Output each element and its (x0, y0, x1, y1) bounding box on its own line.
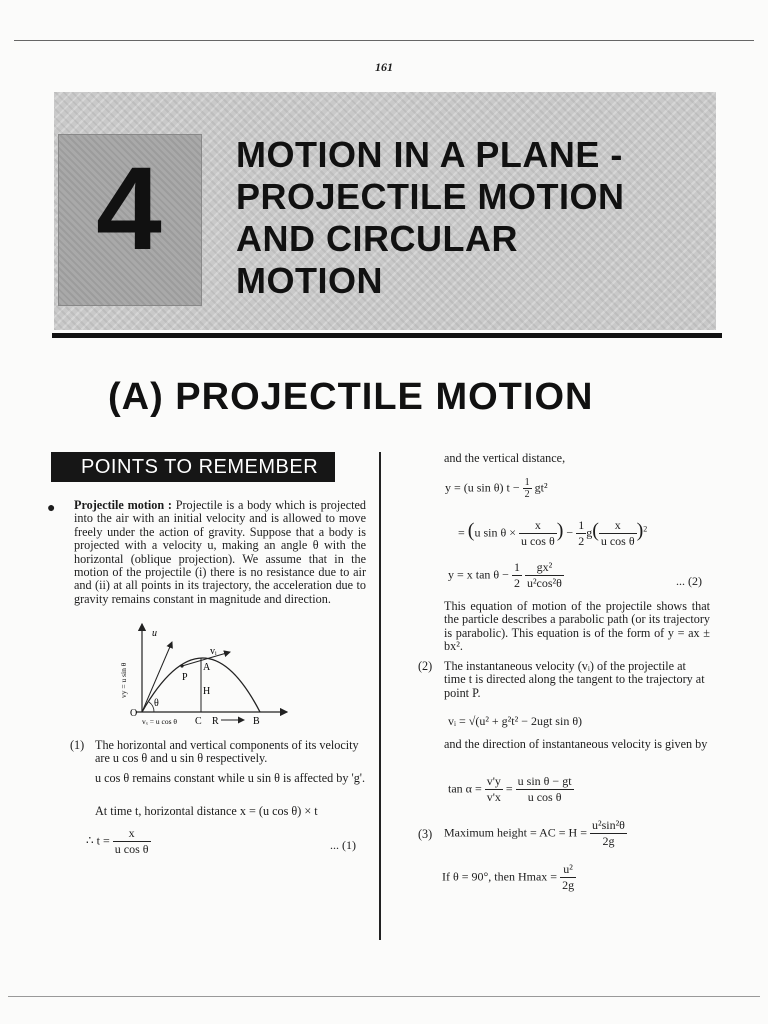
top-rule (14, 40, 754, 41)
label-P: P (182, 672, 188, 683)
projectile-definition (74, 499, 366, 606)
item-3-number: (3) (418, 827, 433, 841)
hmax-equation: If θ = 90°, then Hmax = $\frac{\text{u²}}{2g}$ (442, 862, 575, 892)
projectile-definition-text: Projectile is a body which is projected into the air with an initial velocity and is allowed to move freely under the action of gravity. Suppose that a body is projected with a velocity u, making an angle θ with the horizontal (oblique projection). We assume that in the motion of the projectile (i) there is no resistance due to air and (ii) at all points in its trajectory, the acceleration due to gravity remains constant in magnitude and direction. (74, 498, 366, 606)
page-number: 161 (375, 60, 393, 74)
label-vx: vₓ = u cos θ (142, 717, 177, 726)
chapter-number: 4 (96, 143, 162, 275)
label-R: R (212, 716, 219, 726)
parabola-paragraph: This equation of motion of the projectile shows that the particle describes a parabolic path (or its trajectory is parabolic). This equation is of the form of y = ax ± bx². (444, 599, 710, 654)
bottom-rule (8, 996, 760, 997)
chapter-title-line-4: MOTION (236, 260, 383, 301)
equation-y2: = (u sin θ × $\frac{x}{\text{u cos θ}}$ ) − $\frac{1}{2}$ g( $\frac{x}{\text{u cos θ}}$ )$^2$ (458, 518, 648, 548)
equation-2: y = x tan θ − $\frac{1}{2}$ $\frac{\text{gx²}}{\text{u²cos²θ}}$ (448, 560, 562, 590)
column-divider (379, 452, 381, 940)
equation-2-tag: ... (2) (676, 574, 702, 588)
equation-1-tag: ... (1) (330, 838, 356, 852)
label-u: u (152, 628, 157, 639)
label-theta: θ (154, 698, 159, 709)
equation-vi: vᵢ = √(u² + g²t² − 2ugt sin θ) (448, 714, 583, 728)
item-1-number: (1) (70, 738, 85, 752)
item-1-text-2: u cos θ remains constant while u sin θ is affected by 'g'. (95, 771, 366, 785)
direction-text: and the direction of instantaneous velocity is given by (444, 737, 708, 751)
item-2-number: (2) (418, 659, 433, 673)
item-1-text: The horizontal and vertical components of its velocity are u cos θ and u sin θ respectively. (95, 738, 359, 766)
vertical-distance-intro: and the vertical distance, (444, 451, 566, 465)
label-C: C (195, 716, 202, 726)
projectile-term: Projectile motion : (74, 498, 172, 512)
label-O: O (130, 708, 138, 719)
chapter-title (236, 134, 625, 302)
chapter-title-line-2: PROJECTILE MOTION (236, 176, 625, 217)
item-3-max-height: Maximum height = AC = H = $\frac{\text{u²sin²θ}}{2g}$ (444, 818, 625, 848)
eq1-fraction: $\frac{x}{\text{u cos θ}}$ (114, 826, 149, 856)
label-H: H (203, 686, 211, 697)
points-to-remember-header: POINTS TO REMEMBER (51, 452, 335, 482)
chapter-title-line-1: MOTION IN A PLANE - (236, 134, 623, 175)
projectile-diagram (112, 618, 312, 726)
section-title: (A) PROJECTILE MOTION (108, 376, 594, 418)
equation-y1: y = (u sin θ) t − $\frac{1}{2}$ gt² (445, 477, 548, 500)
item-2-text: The instantaneous velocity (vᵢ) of the projectile at time t is directed along the tangent to the trajectory at point P. (444, 659, 705, 700)
equation-tan: tan α = $\frac{v'y}{v'x}$ = $\frac{\text{u sin θ − gt}}{\text{u cos θ}}$ (448, 774, 572, 804)
label-B: B (253, 716, 260, 726)
label-A: A (203, 662, 211, 673)
banner-rule (52, 333, 722, 338)
label-vi: vᵢ (210, 646, 217, 657)
chapter-title-line-3: AND CIRCULAR (236, 218, 518, 259)
equation-1: ∴ t = $\frac{x}{\text{u cos θ}}$ (86, 826, 149, 856)
label-vy: vy = u sin θ (119, 662, 128, 698)
item-1-text-3: At time t, horizontal distance x = (u cos θ) × t (95, 804, 318, 818)
bullet-icon: ● (47, 501, 56, 516)
